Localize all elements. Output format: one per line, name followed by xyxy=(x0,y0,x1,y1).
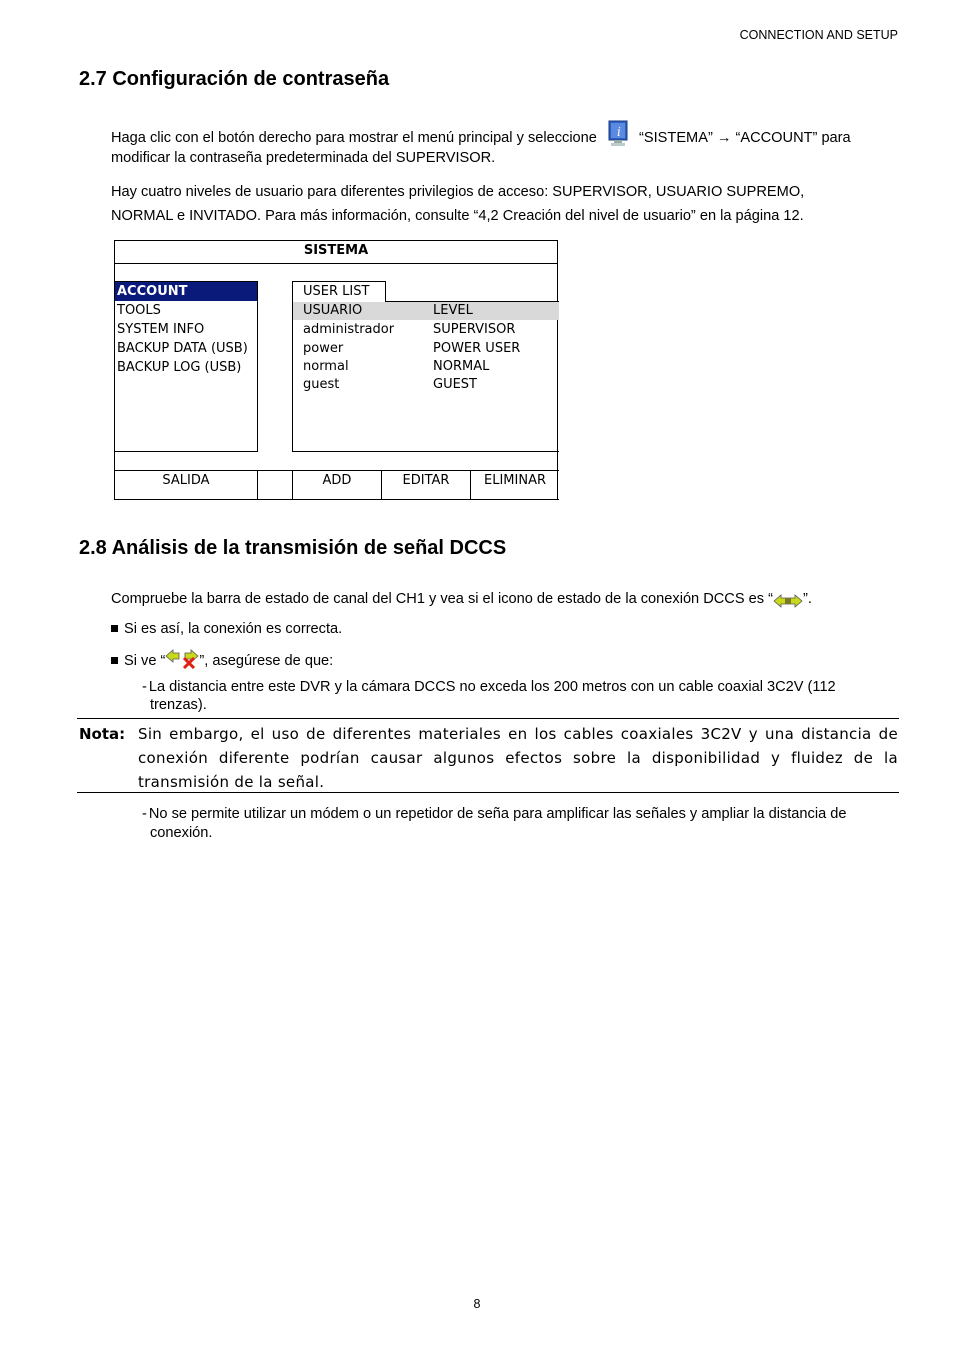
exit-button[interactable]: SALIDA xyxy=(115,470,258,500)
table-row[interactable] xyxy=(293,358,559,376)
menu-item-system-info[interactable]: SYSTEM INFO xyxy=(117,322,205,337)
table-header-row xyxy=(293,302,559,320)
dash-text-b: conexión. xyxy=(150,825,213,841)
bullet-text-a: Si ve “ xyxy=(124,653,166,669)
table-row[interactable] xyxy=(293,321,559,339)
p1-text-a: Haga clic con el botón derecho para mostrar el menú principal y seleccione xyxy=(111,130,597,146)
sec28-paragraph xyxy=(111,587,812,612)
section-title-2-7: 2.7 Configuración de contraseña xyxy=(79,68,390,90)
note-line-2: conexión diferente podrían causar algunos efectos sobre la disponibilidad y fluidez de la xyxy=(138,749,898,767)
menu-item-backup-data[interactable]: BACKUP DATA (USB) xyxy=(117,341,248,356)
bullet-square-icon xyxy=(111,657,118,664)
menu-item-tools[interactable]: TOOLS xyxy=(117,303,161,318)
note-line-3: transmisión de la señal. xyxy=(138,773,325,791)
running-header: CONNECTION AND SETUP xyxy=(739,28,898,42)
p1-text-c: modificar la contraseña predeterminada del SUPERVISOR. xyxy=(111,150,496,166)
svg-text:i: i xyxy=(616,125,621,139)
dccs-disconnected-icon xyxy=(165,647,199,669)
dash-text-b: trenzas). xyxy=(150,697,207,713)
menu-item-list xyxy=(115,281,258,452)
sec28-p1-b: ”. xyxy=(802,591,812,607)
table-row[interactable] xyxy=(293,340,559,358)
dash-item-1 xyxy=(142,678,902,714)
menu-item-account[interactable]: ACCOUNT xyxy=(115,282,257,301)
user-level: GUEST xyxy=(433,377,477,392)
user-name: administrador xyxy=(303,322,395,337)
bullet-item-1 xyxy=(111,617,342,642)
system-monitor-icon xyxy=(607,120,629,148)
dccs-connected-icon xyxy=(773,592,803,606)
p2-text-a: Hay cuatro niveles de usuario para diferentes privilegios de acceso: SUPERVISOR, USUARIO SUPREMO, xyxy=(111,184,805,200)
dash-item-2 xyxy=(142,805,902,843)
note-line-1: Sin embargo, el uso de diferentes materiales en los cables coaxiales 3C2V y una distancia de xyxy=(138,725,898,743)
column-header-user: USUARIO xyxy=(303,303,363,318)
edit-button[interactable]: EDITAR xyxy=(381,470,471,500)
user-table xyxy=(292,301,559,452)
user-name: guest xyxy=(303,377,340,392)
note-bottom-rule xyxy=(77,792,899,793)
delete-button[interactable]: ELIMINAR xyxy=(470,470,559,500)
dash-mark: - xyxy=(142,679,147,695)
page-number: 8 xyxy=(473,1297,481,1311)
bullet-square-icon xyxy=(111,625,118,632)
menu-title: SISTEMA xyxy=(115,241,557,264)
system-menu-figure xyxy=(114,240,558,500)
user-level: NORMAL xyxy=(433,359,490,374)
user-name: normal xyxy=(303,359,349,374)
note-top-rule xyxy=(77,718,899,719)
p1-text-b: “SISTEMA” → “ACCOUNT” para xyxy=(639,130,851,146)
user-level: SUPERVISOR xyxy=(433,322,516,337)
user-level: POWER USER xyxy=(433,341,521,356)
bullet-text: Si es así, la conexión es correcta. xyxy=(124,621,343,637)
dash-text-a: No se permite utilizar un módem o un repetidor de seña para amplificar las señales y ampliar la distancia de xyxy=(148,806,847,822)
menu-item-backup-log[interactable]: BACKUP LOG (USB) xyxy=(117,360,242,375)
dash-text-a: La distancia entre este DVR y la cámara DCCS no exceda los 200 metros con un cable coaxial 3C2V (112 xyxy=(148,679,836,695)
bullet-text-b: ”, asegúrese de que: xyxy=(199,653,334,669)
p2-text-b: NORMAL e INVITADO. Para más información, consulte “4,2 Creación del nivel de usuario” en la página 12. xyxy=(111,208,804,224)
sec28-p1-a: Compruebe la barra de estado de canal del CH1 y vea si el icono de estado de la conexión DCCS es “ xyxy=(111,591,773,607)
user-name: power xyxy=(303,341,344,356)
dash-mark: - xyxy=(142,806,147,822)
bullet-item-2 xyxy=(111,647,333,674)
note-body xyxy=(138,722,898,794)
add-button[interactable]: ADD xyxy=(292,470,382,500)
table-row[interactable] xyxy=(293,376,559,394)
tab-user-list[interactable]: USER LIST xyxy=(292,281,386,302)
section-title-2-8: 2.8 Análisis de la transmisión de señal DCCS xyxy=(79,537,507,559)
note-label: Nota: xyxy=(79,725,126,743)
column-header-level: LEVEL xyxy=(433,303,473,318)
